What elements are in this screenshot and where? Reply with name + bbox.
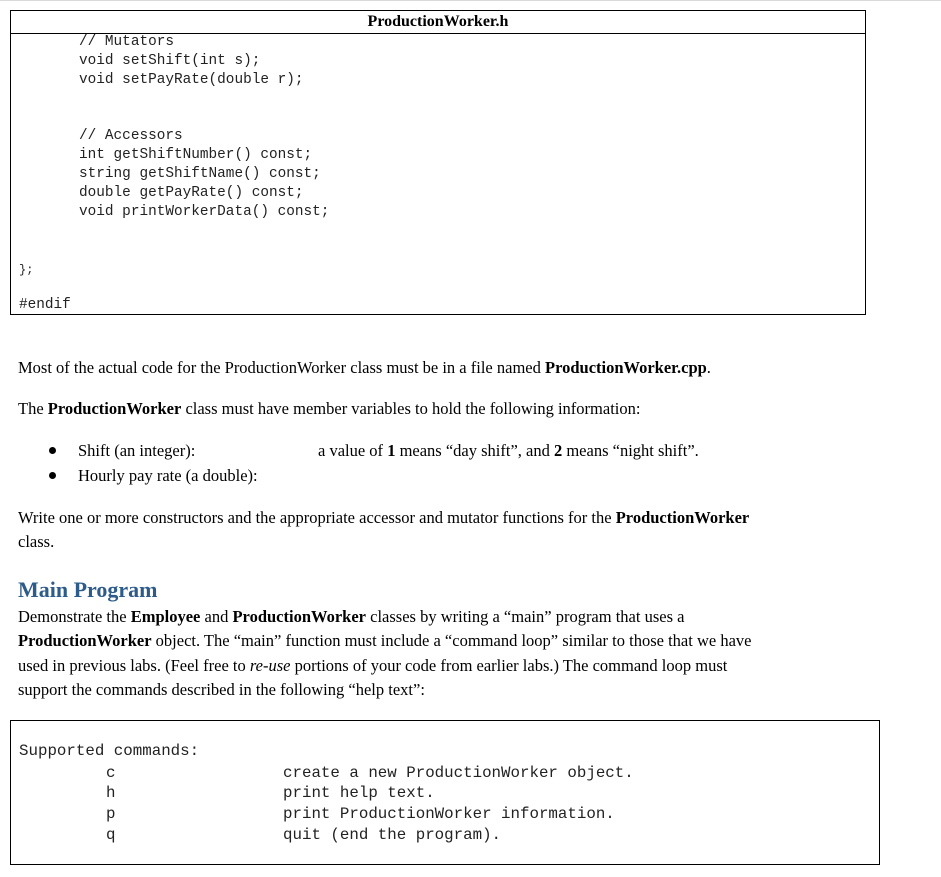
paragraph-text: classes by writing a “main” program that uses a	[366, 607, 685, 626]
class-name: ProductionWorker	[47, 399, 182, 418]
paragraph-main-line3	[18, 654, 727, 678]
shift-value-night: 2	[553, 441, 563, 460]
bullet-dot	[49, 472, 56, 479]
shift-value-day: 1	[387, 441, 396, 460]
paragraph-main-line1	[18, 605, 684, 629]
bullet-payrate-label: Hourly pay rate (a double):	[78, 466, 258, 485]
mutator-line: void setShift(int s);	[79, 53, 261, 69]
paragraph-text: Demonstrate the	[18, 607, 131, 626]
command-key: q	[106, 826, 116, 844]
paragraph-constructors-line2: class.	[18, 532, 55, 551]
command-description: print help text.	[283, 784, 435, 802]
paragraph-text: Write one or more constructors and the appropriate accessor and mutator functions for the	[18, 508, 616, 527]
command-description: create a new ProductionWorker object.	[283, 764, 634, 782]
paragraph-text: and	[200, 607, 233, 626]
paragraph-main-line4: support the commands described in the following “help text”:	[18, 680, 425, 699]
paragraph-text: used in previous labs. (Feel free to	[18, 656, 250, 675]
help-text-box	[10, 720, 880, 865]
accessor-line: int getShiftNumber() const;	[79, 147, 313, 163]
paragraph-cpp-file	[18, 356, 711, 380]
paragraph-text: class must have member variables to hold the following information:	[181, 399, 641, 418]
class-name: ProductionWorker	[18, 631, 152, 650]
paragraph-member-variables	[18, 397, 640, 421]
command-key: c	[106, 764, 116, 782]
accessor-line: void printWorkerData() const;	[79, 204, 330, 220]
cpp-filename: ProductionWorker.cpp	[544, 358, 707, 377]
class-name: ProductionWorker	[232, 607, 366, 626]
paragraph-text: Most of the actual code for the ProductionWorker class must be in a file named	[18, 358, 545, 377]
section-heading-main-program: Main Program	[18, 577, 158, 602]
command-description: print ProductionWorker information.	[283, 805, 615, 823]
paragraph-main-line2	[18, 629, 751, 653]
paragraph-constructors-line1	[18, 506, 749, 530]
bullet-text: means “day shift”, and	[395, 441, 554, 460]
bullet-text: means “night shift”.	[562, 441, 699, 460]
paragraph-text: object. The “main” function must include a “command loop” similar to those that we have	[151, 631, 752, 650]
command-description: quit (end the program).	[283, 826, 502, 844]
command-key: h	[106, 784, 116, 802]
paragraph-text: .	[706, 358, 711, 377]
accessor-line: string getShiftName() const;	[79, 166, 321, 182]
header-file-code-box	[10, 10, 866, 315]
paragraph-text: The	[18, 399, 48, 418]
code-box-title	[11, 11, 865, 34]
endif-directive: #endif	[19, 297, 71, 313]
emphasis-reuse: re-use	[249, 656, 291, 675]
bullet-shift-description	[318, 439, 699, 463]
class-name: Employee	[130, 607, 201, 626]
mutator-line: void setPayRate(double r);	[79, 72, 304, 88]
command-key: p	[106, 805, 116, 823]
bullet-dot	[49, 447, 56, 454]
page-top-rule	[0, 0, 941, 1]
help-title: Supported commands:	[19, 742, 200, 760]
bullet-text: a value of	[318, 441, 388, 460]
accessor-line: double getPayRate() const;	[79, 185, 304, 201]
accessors-comment: // Accessors	[79, 128, 183, 144]
mutators-comment: // Mutators	[79, 34, 174, 50]
class-name: ProductionWorker	[615, 508, 750, 527]
paragraph-text: portions of your code from earlier labs.) The command loop must	[290, 656, 728, 675]
code-box-title-text: ProductionWorker.h	[367, 13, 509, 30]
bullet-shift-label: Shift (an integer):	[78, 441, 196, 460]
class-close-brace: };	[19, 263, 34, 277]
